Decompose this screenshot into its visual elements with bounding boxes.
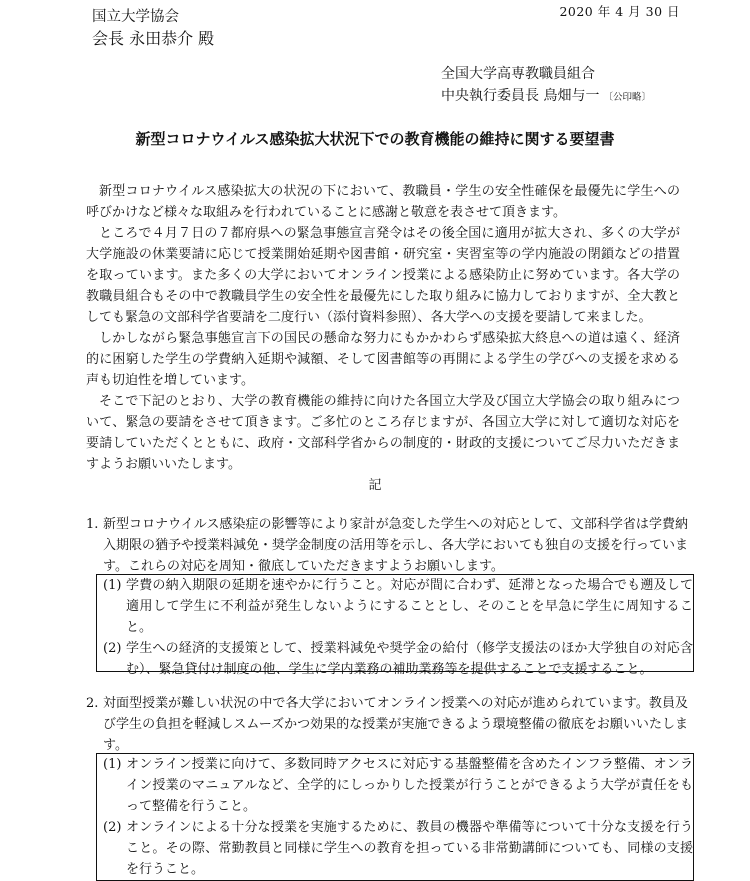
sender-block [441,63,651,109]
request-box-2 [96,753,694,881]
point-text: 学費の納入期限の延期を速やかに行うこと。対応が間に合わず、延滞となった場合でも遡及して適用して学生に不利益が発生しないようにすることとし、そのことを早急に学生に周知すること。 [126,578,693,635]
point-number: (1) [103,757,122,772]
addressee-org: 国立大学協会 [92,9,179,25]
request-point [97,638,693,680]
point-number: (2) [103,820,122,835]
request-item-2 [86,693,688,756]
addressee-name: 会長 永田恭介 殿 [92,29,215,48]
item-number: 2. [86,696,99,711]
point-text: オンライン授業に向けて、多数同時アクセスに対応する基盤整備を含めたインフラ整備、オンライン授業のマニュアルなど、全学的にしっかりした授業が行うことができるよう大学が責任をもって整備を行うこと。 [126,757,693,814]
addressee-block [92,6,214,50]
item-text: 対面型授業が難しい状況の中で各大学においてオンライン授業への対応が進められています。教員及び学生の負担を軽減しスムーズかつ効果的な授業が実施できるよう環境整備の徹底をお願いいたします。 [103,696,688,753]
point-text: オンラインによる十分な授業を実施するために、教員の機器や準備等について十分な支援を行うこと。その際、常勤教員と同様に学生への教育を担っている非常勤講師についても、同様の支援を行うこと。 [126,820,693,877]
body-paragraph: そこで下記のとおり、大学の教育機能の維持に向けた各国立大学及び国立大学協会の取り組みについて、緊急の要請をさせて頂きます。ご多忙のところ存じますが、各国立大学に対して適切な対応を要請していただくとともに、政府・文部科学省からの制度的・財政的支援についてご尽力いただきますようお願いいたします。 [86,394,680,472]
point-number: (1) [103,578,122,593]
body-paragraph: しかしながら緊急事態宣言下の国民の懸命な努力にもかかわらず感染拡大終息への道は遠く、経済的に困窮した学生の学費納入延期や減額、そして図書館等の再開による学生の学びへの支援を求める声も切迫性を増しています。 [86,331,680,388]
request-item-1 [86,514,688,577]
body-text [86,181,680,475]
request-point [97,575,693,638]
body-paragraph: ところで４月７日の７都府県への緊急事態宣言発令はその後全国に適用が拡大され、多くの大学が大学施設の休業要請に応じて授業開始延期や図書館・研究室・実習室等の学内施設の閉鎖などの措置を取っています。また多くの大学においてオンライン授業による感染防止に努めています。各大学の教職員組合もその中で教職員学生の安全性を最優先にした取り組みに協力しておりますが、全大教としても緊急の文部科学省要請を二度行い（添付資料参照）、各大学への支援を要請して来ました。 [86,226,680,325]
request-point [97,817,693,880]
sender-line [441,85,651,109]
request-box-1 [96,574,694,677]
sender-name: 中央執行委員長 鳥畑与一 [441,88,600,104]
document-title: 新型コロナウイルス感染拡大状況下での教育機能の維持に関する要望書 [135,130,615,148]
ki-heading: 記 [368,478,382,493]
body-paragraph: 新型コロナウイルス感染拡大の状況の下において、教職員・学生の安全性確保を最優先に学生への呼びかけなど様々な取組みを行われていることに感謝と敬意を表させて頂きます。 [86,184,680,220]
point-number: (2) [103,641,122,656]
point-text: 学生への経済的支援策として、授業料減免や奨学金の給付（修学支援法のほか大学独自の対応含む）、緊急貸付け制度の他、学生に学内業務の補助業務等を提供することで支援すること。 [126,641,693,677]
document-date: 2020 年 4 月 30 日 [559,4,680,19]
item-text: 新型コロナウイルス感染症の影響等により家計が急変した学生への対応として、文部科学省は学費納入期限の猶予や授業料減免・奨学金制度の活用等を示し、各大学においても独自の支援を行っています。これらの対応を周知・徹底していただきますようお願いします。 [103,517,689,574]
item-number: 1. [86,517,99,532]
request-point [97,754,693,817]
sender-org: 全国大学高専教職員組合 [441,66,595,82]
seal-note: 〔公印略〕 [603,92,651,103]
